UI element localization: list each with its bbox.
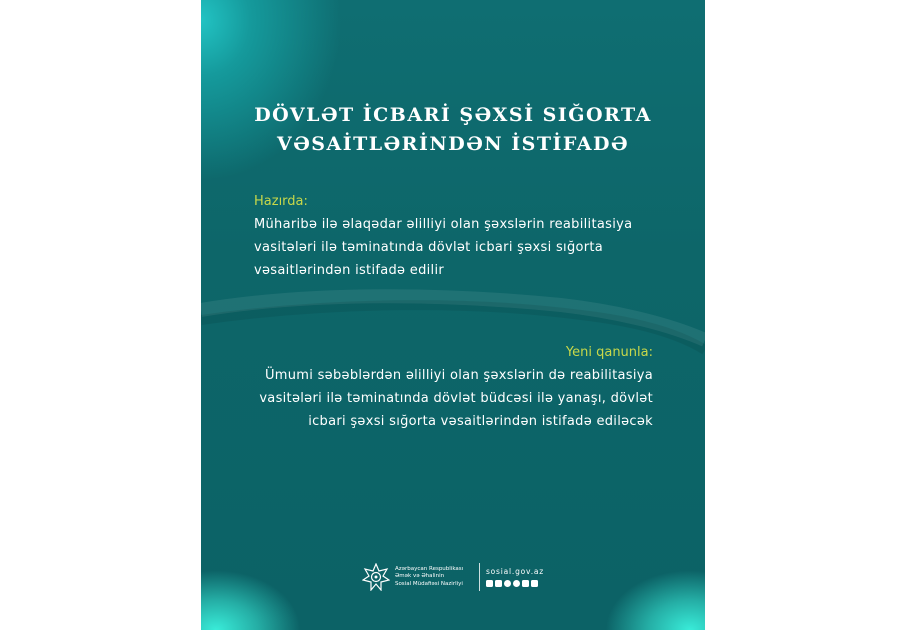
poster [201,0,705,630]
footer-divider [479,563,480,591]
current-text [254,213,674,282]
page-title [201,101,705,159]
new-law-label: Yeni qanunla: [565,345,653,360]
youtube-icon[interactable] [522,580,529,587]
facebook-icon[interactable] [486,580,493,587]
new-law-line-1: Ümumi səbəblərdən əlilliyi olan şəxslərin də reabilitasiya [264,368,653,383]
ministry-emblem-icon [362,563,390,591]
current-line-2: vasitələri ilə təminatında dövlət icbari şəxsi sığorta [254,240,604,255]
new-law-line-2: vasitələri ilə təminatında dövlət büdcəsi ilə yanaşı, dövlət [259,391,653,406]
ministry-name [395,566,473,589]
tiktok-icon[interactable] [513,580,520,587]
telegram-icon[interactable] [504,580,511,587]
org-line-2: Əmək və Əhalinin [394,573,445,580]
title-line-2: VƏSAİTLƏRİNDƏN İSTİFADƏ [276,133,630,155]
title-line-1: DÖVLƏT İCBARİ ŞƏXSİ SIĞORTA [254,104,652,126]
new-law-text [213,364,653,433]
org-line-1: Azərbaycan Respublikası [394,565,464,572]
org-line-3: Sosial Müdafiəsi Nazirliyi [394,580,463,587]
instagram-icon[interactable] [495,580,502,587]
footer-links [486,567,544,587]
social-icons [486,580,544,587]
current-line-3: vəsaitlərindən istifadə edilir [254,263,445,278]
current-line-1: Müharibə ilə əlaqədar əlilliyi olan şəxslərin reabilitasiya [254,217,633,232]
linkedin-icon[interactable] [531,580,538,587]
footer [201,559,705,595]
website-link[interactable]: sosial.gov.az [485,567,545,576]
new-law-line-3: icbari şəxsi sığorta vəsaitlərindən istifadə ediləcək [308,414,653,429]
current-label: Hazırda: [254,194,308,209]
